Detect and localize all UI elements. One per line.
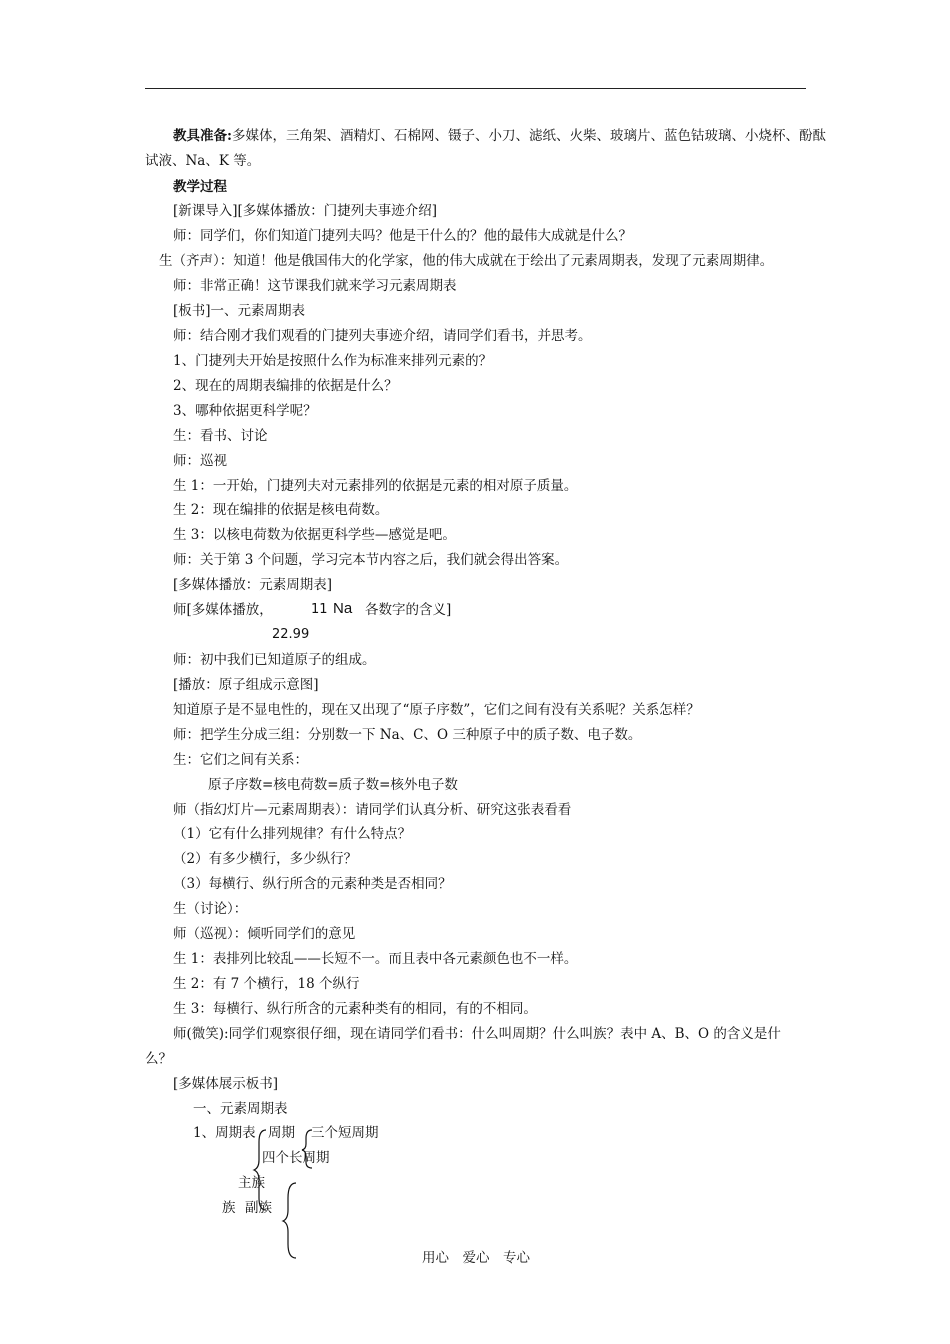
element-symbol: Na (333, 600, 353, 617)
prep-label: 教具准备: (173, 128, 232, 144)
text-line: 么？ (145, 1051, 172, 1067)
na-outro: 各数字的含义] (365, 602, 452, 618)
board-long-period: 四个长周期 (262, 1150, 330, 1166)
prep-line-1 (173, 126, 826, 146)
text-line: 知道原子是不显电性的，现在又出现了“原子序数”，它们之间有没有关系呢？关系怎样？ (173, 702, 700, 718)
atomic-mass: 22.99 (272, 627, 310, 642)
board-sub-group: 副族 (245, 1200, 272, 1216)
prep-text: 多媒体，三角架、酒精灯、石棉网、镊子、小刀、滤纸、火柴、玻璃片、蓝色钴玻璃、小烧杯、酚酞 (231, 128, 826, 144)
atomic-number: 11 (311, 602, 328, 617)
board-group: 族 (222, 1200, 236, 1216)
text-line: （1）它有什么排列规律？有什么特点？ (173, 826, 412, 842)
text-line: 生（齐声）：知道！他是俄国伟大的化学家，他的伟大成就在于绘出了元素周期表，发现了元素周期律。 (159, 253, 774, 269)
text-line: 师（指幻灯片—元素周期表）：请同学们认真分析、研究这张表看看 (173, 802, 572, 818)
text-line: [播放：原子组成示意图] (173, 677, 319, 693)
text-line: 生 1：表排列比较乱——长短不一。而且表中各元素颜色也不一样。 (173, 951, 578, 967)
board-item-1: 1、周期表 (193, 1125, 256, 1141)
text-line: [多媒体展示板书] (173, 1076, 279, 1092)
text-line: 师（巡视）：倾听同学们的意见 (173, 926, 356, 942)
text-line: 生 3：以核电荷数为依据更科学些—感觉是吧。 (173, 527, 456, 543)
board-short-period: 三个短周期 (311, 1125, 379, 1141)
text-line: （2）有多少横行，多少纵行？ (173, 851, 358, 867)
text-line: （3）每横行、纵行所含的元素种类是否相同？ (173, 876, 452, 892)
text-line: 师：初中我们已知道原子的组成。 (173, 652, 376, 668)
text-line: [板书]一、元素周期表 (173, 303, 306, 319)
text-line: [新课导入][多媒体播放：门捷列夫事迹介绍] (173, 203, 438, 219)
text-line: 生（讨论）： (173, 901, 248, 917)
board-title: 一、元素周期表 (193, 1101, 288, 1117)
text-line: 师：巡视 (173, 453, 227, 469)
footer: 用心 爱心 专心 (422, 1250, 530, 1266)
equation: 原子序数=核电荷数=质子数=核外电子数 (208, 777, 458, 793)
text-line: 生：看书、讨论 (173, 428, 268, 444)
question-1: 1、门捷列夫开始是按照什么作为标准来排列元素的？ (173, 353, 493, 369)
text-line: 师：同学们，你们知道门捷列夫吗？他是干什么的？他的最伟大成就是什么？ (173, 228, 632, 244)
board-period: 周期 (268, 1125, 295, 1141)
prep-line-2: 试液、Na、K 等。 (145, 153, 261, 169)
text-line: 生 1：一开始，门捷列夫对元素排列的依据是元素的相对原子质量。 (173, 478, 578, 494)
na-intro: 师[多媒体播放， (173, 602, 273, 618)
brace-large (283, 1183, 296, 1258)
text-line: [多媒体播放：元素周期表] (173, 577, 333, 593)
text-line: 师：结合刚才我们观看的门捷列夫事迹介绍，请同学们看书，并思考。 (173, 328, 592, 344)
text-line: 生 2：有 7 个横行，18 个纵行 (173, 976, 360, 992)
board-main-group: 主族 (238, 1175, 265, 1191)
question-2: 2、现在的周期表编排的依据是什么？ (173, 378, 398, 394)
text-line: 师：关于第 3 个问题，学习完本节内容之后，我们就会得出答案。 (173, 552, 569, 568)
text-line: 生 2：现在编排的依据是核电荷数。 (173, 502, 389, 518)
text-line-na (173, 600, 273, 620)
text-line: 生：它们之间有关系： (173, 752, 308, 768)
text-line: 师：把学生分成三组：分别数一下 Na、C、O 三种原子中的质子数、电子数。 (173, 727, 642, 743)
text-line: 师(微笑):同学们观察很仔细，现在请同学们看书：什么叫周期？什么叫族？表中 A、B、O 的含义是什 (173, 1026, 781, 1042)
header-rule (145, 88, 806, 89)
text-line: 师：非常正确！这节课我们就来学习元素周期表 (173, 278, 457, 294)
text-line: 生 3：每横行、纵行所含的元素种类有的相同，有的不相同。 (173, 1001, 537, 1017)
question-3: 3、哪种依据更科学呢？ (173, 403, 317, 419)
process-heading: 教学过程 (173, 179, 227, 195)
